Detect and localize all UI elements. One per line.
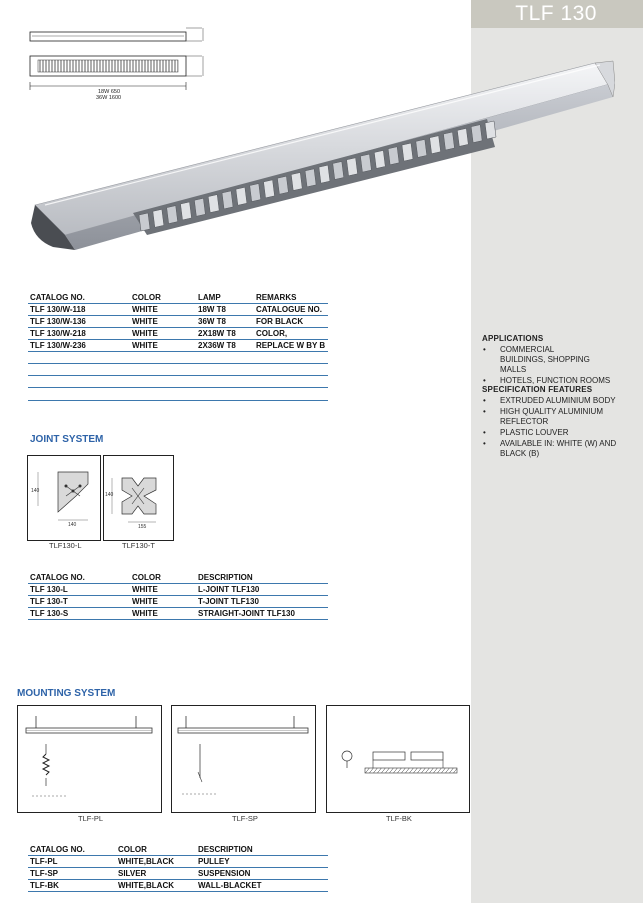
cell: T-JOINT TLF130 <box>196 596 328 608</box>
louver-blade <box>457 128 468 146</box>
louver-blade <box>167 206 178 224</box>
features-heading: SPECIFICATION FEATURES <box>482 385 593 394</box>
table-row <box>28 584 328 596</box>
col-header-catalog: CATALOG NO. <box>28 292 130 304</box>
col-header-catalog: CATALOG NO. <box>28 844 116 856</box>
empty-row-line <box>28 387 328 388</box>
louver-blade <box>347 158 358 176</box>
cell: FOR BLACK <box>254 316 328 328</box>
cell: 2X36W T8 <box>196 340 254 352</box>
table-row <box>28 868 328 880</box>
applications-heading: APPLICATIONS <box>482 334 544 343</box>
cell: TLF 130/W-218 <box>28 328 130 340</box>
cell: TLF 130/W-136 <box>28 316 130 328</box>
l-joint-drawing <box>27 455 101 541</box>
mounting-table <box>28 844 328 892</box>
louver-blade <box>388 147 399 165</box>
cell: WHITE,BLACK <box>116 856 196 868</box>
louver-blade <box>208 195 219 213</box>
louver-blade <box>222 191 233 209</box>
dim-text: 140 <box>105 492 114 498</box>
louver-blade <box>430 136 441 154</box>
table-row <box>28 856 328 868</box>
cell: 36W T8 <box>196 316 254 328</box>
joint-table <box>28 572 328 620</box>
caption-t-joint: TLF130-T <box>122 541 155 550</box>
list-item: • PLASTIC LOUVER <box>482 428 632 438</box>
dim-label-1: 18W 650 <box>98 89 121 95</box>
louver-blade <box>194 198 205 216</box>
louver-blade <box>333 161 344 179</box>
cell: 2X18W T8 <box>196 328 254 340</box>
cell: L-JOINT TLF130 <box>196 584 328 596</box>
louver-blade <box>305 169 316 187</box>
louver-blade <box>264 180 275 198</box>
list-item: • HOTELS, FUNCTION ROOMS <box>482 376 632 386</box>
cell: SUSPENSION <box>196 868 328 880</box>
louver-blade <box>181 202 192 220</box>
applications-section <box>482 334 632 387</box>
table-row <box>28 608 328 620</box>
louver-blade <box>153 209 164 227</box>
louver-blade <box>319 165 330 183</box>
l-joint-svg <box>28 456 100 540</box>
cell: TLF 130-S <box>28 608 130 620</box>
dim-text: 140 <box>31 488 40 494</box>
cell: WALL-BLACKET <box>196 880 328 892</box>
cell: WHITE <box>130 304 196 316</box>
col-header-color: COLOR <box>116 844 196 856</box>
caption-suspension: TLF-SP <box>232 814 258 823</box>
cell: TLF 130/W-236 <box>28 340 130 352</box>
luminaire-image <box>25 55 615 265</box>
col-header-lamp: LAMP <box>196 292 254 304</box>
wall-bracket-drawing <box>326 705 470 813</box>
cell: WHITE <box>130 608 196 620</box>
cell: TLF 130-L <box>28 584 130 596</box>
louver-blade <box>402 143 413 161</box>
cell: WHITE <box>130 328 196 340</box>
cell: WHITE <box>130 596 196 608</box>
cell: REPLACE W BY B <box>254 340 328 352</box>
cell: WHITE <box>130 340 196 352</box>
dim-label-2: 36W 1600 <box>96 95 122 101</box>
louver-blade <box>374 150 385 168</box>
caption-l-joint: TLF130-L <box>49 541 82 550</box>
list-item: • COMMERCIAL BUILDINGS, SHOPPING MALLS <box>482 345 600 375</box>
col-header-description: DESCRIPTION <box>196 844 328 856</box>
mounting-system-heading: MOUNTING SYSTEM <box>17 688 116 699</box>
suspension-drawing <box>171 705 316 813</box>
cell: TLF 130/W-118 <box>28 304 130 316</box>
empty-row-line <box>28 363 328 364</box>
louver-blade <box>236 187 247 205</box>
features-section <box>482 385 632 460</box>
cell: TLF-BK <box>28 880 116 892</box>
table-row <box>28 596 328 608</box>
joint-system-heading: JOINT SYSTEM <box>30 434 104 445</box>
col-header-remarks: REMARKS <box>254 292 328 304</box>
list-item: • AVAILABLE IN: WHITE (W) AND BLACK (B) <box>482 439 628 459</box>
louver-blade <box>443 132 454 150</box>
cell: TLF-PL <box>28 856 116 868</box>
cell: COLOR, <box>254 328 328 340</box>
cell: STRAIGHT-JOINT TLF130 <box>196 608 328 620</box>
cell: TLF-SP <box>28 868 116 880</box>
cell: WHITE <box>130 316 196 328</box>
table-row <box>28 316 328 328</box>
louver-blade <box>471 125 482 143</box>
empty-row-line <box>28 400 328 401</box>
product-table <box>28 292 328 352</box>
cell: WHITE,BLACK <box>116 880 196 892</box>
table-row <box>28 328 328 340</box>
product-title: TLF 130 <box>515 2 597 25</box>
table-row <box>28 880 328 892</box>
caption-pulley: TLF-PL <box>78 814 104 823</box>
col-header-color: COLOR <box>130 572 196 584</box>
table-row <box>28 304 328 316</box>
suspension-svg <box>172 706 315 812</box>
t-joint-drawing <box>103 455 174 541</box>
caption-wall-bracket: TLF-BK <box>386 814 412 823</box>
col-header-description: DESCRIPTION <box>196 572 328 584</box>
wall-bracket-svg <box>327 706 469 812</box>
cell: TLF 130-T <box>28 596 130 608</box>
empty-row-line <box>28 375 328 376</box>
table-row <box>28 340 328 352</box>
louver-blade <box>139 213 150 231</box>
cell: WHITE <box>130 584 196 596</box>
dim-text: 140 <box>68 522 77 528</box>
louver-blade <box>485 121 496 139</box>
pulley-svg <box>18 706 161 812</box>
cell: CATALOGUE NO. <box>254 304 328 316</box>
list-item: • HIGH QUALITY ALUMINIUM REFLECTOR <box>482 407 610 427</box>
col-header-color: COLOR <box>130 292 196 304</box>
list-item: • EXTRUDED ALUMINIUM BODY <box>482 396 632 406</box>
pulley-drawing <box>17 705 162 813</box>
louver-blade <box>277 176 288 194</box>
cell: 18W T8 <box>196 304 254 316</box>
col-header-catalog: CATALOG NO. <box>28 572 130 584</box>
cell: PULLEY <box>196 856 328 868</box>
cell: SILVER <box>116 868 196 880</box>
louver-blade <box>250 184 261 202</box>
t-joint-svg <box>104 456 173 540</box>
louver-blade <box>416 139 427 157</box>
louver-blade <box>291 173 302 191</box>
louver-blade <box>360 154 371 172</box>
title-bar <box>471 0 643 28</box>
dim-text: 155 <box>138 524 147 530</box>
